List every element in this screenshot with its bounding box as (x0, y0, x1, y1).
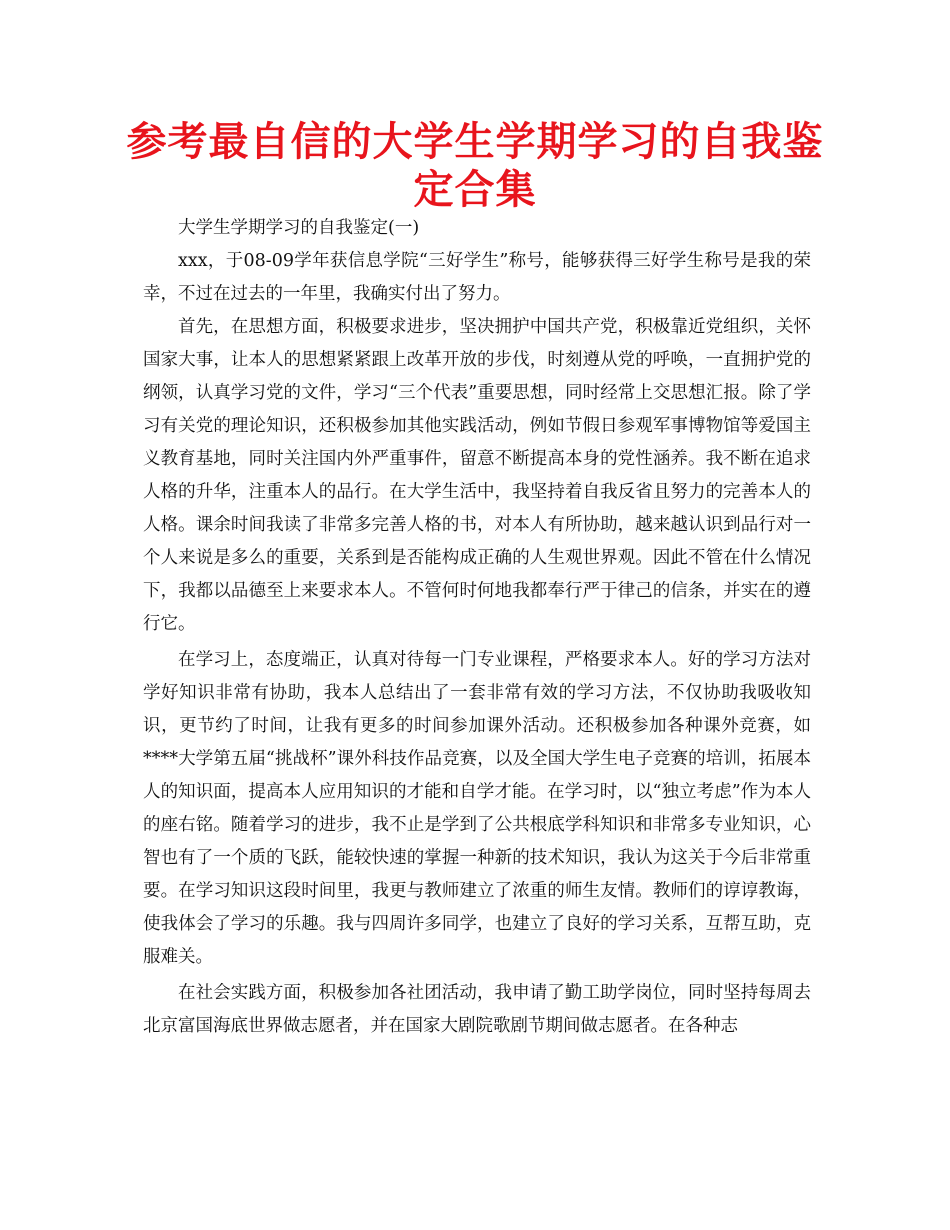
paragraph-intro: xxx，于08-09学年获信息学院“三好学生”称号，能够获得三好学生称号是我的荣幸，不过在过去的一年里，我确实付出了努力。 (143, 251, 811, 304)
paragraph-study: 在学习上，态度端正，认真对待每一门专业课程，严格要求本人。好的学习方法对学好知识非常有协助，我本人总结出了一套非常有效的学习方法，不仅协助我吸收知识，更节约了时间，让我有更多的时间参加课外活动。还积极参加各种课外竞赛，如****大学第五届“挑战杯”课外科技作品竞赛，以及全国大学生电子竞赛的培训，拓展本人的知识面，提高本人应用知识的才能和自学才能。在学习时，以“独立考虑”作为本人的座右铭。随着学习的进步，我不止是学到了公共根底学科知识和非常多专业知识，心智也有了一个质的飞跃，能较快速的掌握一种新的技术知识，我认为这关于今后非常重要。在学习知识这段时间里，我更与教师建立了浓重的师生友情。教师们的谆谆教诲，使我体会了学习的乐趣。我与四周许多同学，也建立了良好的学习关系，互帮互助，克服难关。 (143, 650, 811, 967)
document-body (143, 212, 811, 1043)
paragraph-social-practice: 在社会实践方面，积极参加各社团活动，我申请了勤工助学岗位，同时坚持每周去北京富国海底世界做志愿者，并在国家大剧院歌剧节期间做志愿者。在各种志 (143, 983, 811, 1036)
section-heading: 大学生学期学习的自我鉴定(一) (178, 218, 420, 238)
document-title: 参考最自信的大学生学期学习的自我鉴定合集 (126, 119, 824, 213)
paragraph-ideology: 首先，在思想方面，积极要求进步，坚决拥护中国共产党，积极靠近党组织，关怀国家大事，让本人的思想紧紧跟上改革开放的步伐，时刻遵从党的呼唤，一直拥护党的纲领，认真学习党的文件，学习“三个代表”重要思想，同时经常上交思想汇报。除了学习有关党的理论知识，还积极参加其他实践活动，例如节假日参观军事博物馆等爱国主义教育基地，同时关注国内外严重事件，留意不断提高本身的党性涵养。我不断在追求人格的升华，注重本人的品行。在大学生活中，我坚持着自我反省且努力的完善本人的人格。课余时间我读了非常多完善人格的书，对本人有所协助，越来越认识到品行对一个人来说是多么的重要，关系到是否能构成正确的人生观世界观。因此不管在什么情况下，我都以品德至上来要求本人。不管何时何地我都奉行严于律己的信条，并实在的遵行它。 (143, 317, 811, 634)
